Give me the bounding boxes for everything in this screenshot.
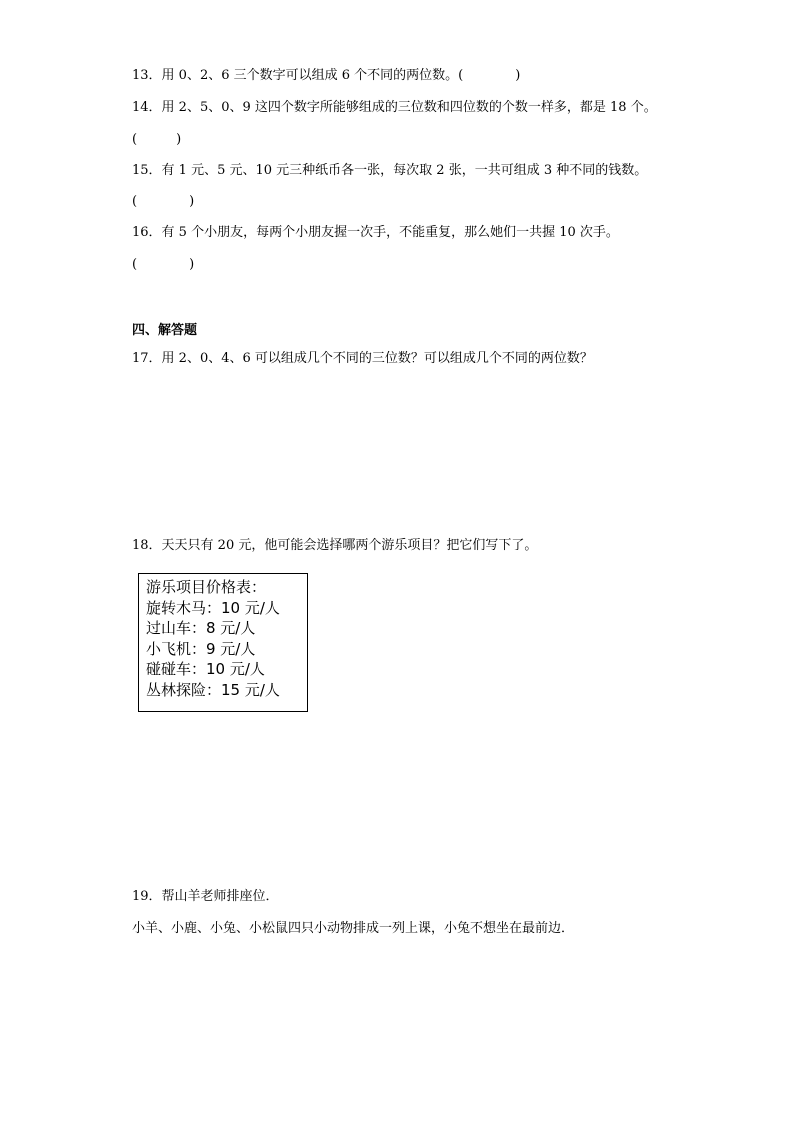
price-item: 过山车：8 元/人 [146,619,256,637]
question-16-answer-blank: ( ) [132,257,195,272]
price-item: 碰碰车：10 元/人 [146,660,265,678]
question-15: 15．有 1 元、5 元、10 元三种纸币各一张，每次取 2 张，一共可组成 3 种不同的钱数。 [132,163,648,178]
price-item: 小飞机：9 元/人 [146,639,256,658]
question-14-answer-blank: ( ) [132,132,182,147]
question-13: 13．用 0、2、6 三个数字可以组成 6 个不同的两位数。( ) [132,68,521,83]
question-17: 17．用 2、0、4、6 可以组成几个不同的三位数？可以组成几个不同的两位数？ [132,351,593,366]
price-item: 丛林探险：15 元/人 [146,680,280,699]
question-16: 16．有 5 个小朋友，每两个小朋友握一次手，不能重复，那么她们一共握 10 次手。 [132,225,619,240]
price-table [138,573,308,712]
question-14: 14．用 2、5、0、9 这四个数字所能够组成的三位数和四位数的个数一样多，都是 18 个。 [132,100,657,115]
question-18: 18．天天只有 20 元，他可能会选择哪两个游乐项目？把它们写下了。 [132,538,538,553]
question-19: 19．帮山羊老师排座位． [132,889,279,904]
question-19-detail: 小羊、小鹿、小兔、小松鼠四只小动物排成一列上课，小兔不想坐在最前边． [132,921,575,936]
price-table-title: 游乐项目价格表： [146,578,267,596]
price-item: 旋转木马：10 元/人 [146,598,280,617]
section-heading: 四、解答题 [132,323,198,338]
question-15-answer-blank: ( ) [132,194,195,209]
